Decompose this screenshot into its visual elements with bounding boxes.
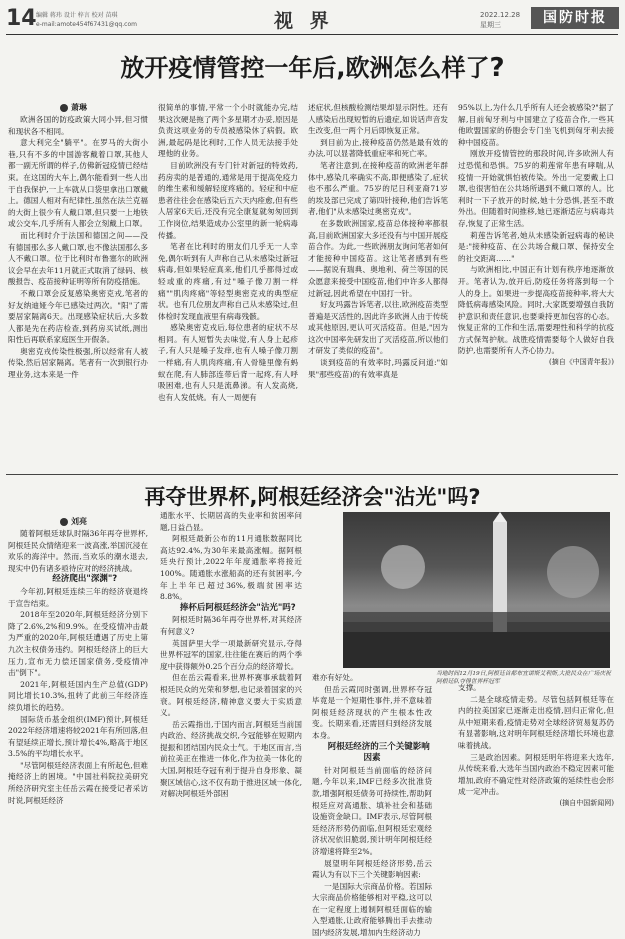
photo-graphic [343,512,610,668]
headline-argentina: 再夺世界杯,阿根廷经济会"沾光"吗? [144,485,481,509]
subheading: 捧杯后阿根廷经济会"沾光"吗? [179,602,296,613]
author-name: 刘亮 [71,517,87,526]
paragraph: 谈到疫苗的有效率时,玛露反问道:"如果"那些疫苗)的有效率真是 [308,358,448,379]
subheading: 经济爬出"深渊"? [52,574,118,585]
paragraph: 但在岳云霞看来,世界杯赛事承载着阿根廷民众的光荣和梦想,也记录着国家的兴衰。阿根廷经济,精神意义要大于实质意义。 [160,673,302,718]
headline-europe [0,48,625,83]
paragraph: 感染奥密克戎后,每位患者的症状不尽相同。有人短暂失去味觉,有人身上起疹子,有人只是嗓子发痒,也有人嗓子像刀割一样痛,有人肌肉疼痛,有人骨缝里像有蚂蚁在爬,有人肺部连带后背一起疼,有人呼吸困难,也有人只是流鼻涕。有人发高烧,也有人发低烧。有人一周便有 [158,323,298,402]
paragraph: 支撑。 [458,683,481,692]
paragraph: 国际货币基金组织(IMF)预计,阿根廷2022年经济增速将较2021年有所回落,但有望延续正增长,预计增长4%,略高于地区3.5%的平均增长水平。 [8,714,148,759]
paragraph: 针对阿根廷当前面临的经济问题,今年以来,IMF已经多次批准贷款,增强阿根廷债务可持续性,帮助阿根廷应对高通胀、填补社会和基础设施资金缺口。IMF表示,尽管阿根廷经济形势仍面临,但阿根廷宏观经济状况依旧脆弱,预计明年阿根廷经济增速将降至2%。 [312,765,432,856]
paragraph: 阿根廷时隔36年再夺世界杯,对其经济有何意义? [160,615,302,636]
paragraph: 意大利完全"躺平"。在罗马的大街小巷,只有不多的中国游客戴着口罩,其他人都一副无所谓的样子,仿佛新冠疫情已经结束。在这国的大车上,偶尔能看到一些人出于自我保护,一上车就从口袋里拿出口罩戴上。德国人相对有纪律性,虽然在法兰克福的大街上很少有人戴口罩,但只要一上地铁或公交车,几乎所有人都会立刻戴上口罩。 [8,138,148,229]
spacer2 [312,510,340,511]
paragraph: 到目前为止,接种疫苗仍然是最有效的办法,可以显著降低重症率和死亡率。 [308,137,448,159]
editor-line: 编辑 蒋玮 设计 梓言 校对 苗琪 [36,12,118,19]
article2-col4 [458,682,614,858]
article2-col1 [8,528,148,858]
paragraph: 2021年,阿根廷国内生产总值(GDP)同比增长10.3%,扭转了此前三年经济连续负增长的趋势。 [8,679,148,712]
paragraph: 目前欧洲没有专门针对新冠的特效药,药房卖的是普通的,通常是用于提高免疫力的维生素和缓解轻度疼痛的。轻症和中症患者往往会在感染后五六天内痊愈,但有些人居家6天后,还没有完全康复就匆匆回到工作岗位,结果造成办公室里的新一轮病毒传播。 [158,160,298,240]
staff-credits [36,11,137,29]
page-header [6,4,618,35]
paragraph: 95%以上,为什么几乎所有人还会被感染?"据了解,目前匈牙利与中国建立了疫苗合作,一些其他欧盟国家的侨胞会专门坐飞机到匈牙利去接种中国疫苗。 [458,103,614,147]
article1-col2 [158,102,298,470]
paragraph: 岳云霞指出,于国内而言,阿根廷当前国内政治、经济挑战交织,今冠能够在短期内提振和团结国内民众士气。于地区而言,当前拉美正在推进一体化,作为拉美一体化的大国,阿根廷夺冠有利于提升自身形象、凝聚区域信心,这不仅有助于推进区域一体化,对解决阿根廷外部困 [160,719,302,799]
paragraph: 英国萨里大学一项最新研究显示,夺得世界杯冠军的国家,往往能在赛后的两个季度中获得额外0.25个百分点的经济增长。 [160,638,302,671]
paragraph: 述症状,但核酸检测结果却显示阴性。还有人感染后出现短暂的后遗症,如说话声音发生改变,但一两个月后即恢复正常。 [308,103,448,136]
paragraph: 欧洲各国的防疫政策大同小异,但习惯和现状各不相同。 [8,115,148,136]
byline-2 [60,516,87,527]
paragraph: 但岳云霞同时强调,世界杯夺冠毕竟是一个短期性事件,并不意味着阿根廷经济现状的产生根本性改变。长期来看,还需回归到经济发展本身。 [312,684,432,740]
article1-credit: (摘自《中国青年报》) [549,358,614,367]
paragraph: 今年初,阿根廷连续三年的经济衰退终于宣告结束。 [8,586,148,608]
newspaper-logo: 国防时报 [531,7,619,29]
article2-credit: (摘自中国新闻网) [559,798,614,807]
paragraph: 在多数欧洲国家,疫苗总体接种率都很高,目前欧洲国家大多还没有与中国开展疫苗合作。为此,一些欧洲朋友询问笔者如何才能接种中国疫苗。这让笔者感到有些——据说有瑞典、奥地利、荷兰等国的民众愿意来接受中国疫苗,他们中许多人都得过新冠,因此希望在中国打一针。 [308,218,448,298]
date-text: 2022.12.28 [480,11,521,19]
issue-date [480,10,520,30]
page-number: 14 [6,6,37,31]
headline-qmark: ? [489,53,505,83]
paragraph: 好友玛露告诉笔者,以往,欧洲疫苗类型普遍是灭活性的,因此许多欧洲人由于传统或其他原因,更认可灭活疫苗。但是,"因为这次中国率先研发出了灭活疫苗,所以他们才研发了类似的疫苗"。 [308,300,448,356]
celebration-photo [343,512,610,668]
article1-col1 [8,114,148,470]
paragraph: 展望明年阿根廷经济形势,岳云霞认为有以下三个关键影响因素: [312,858,432,880]
paragraph: "尽管阿根廷经济表面上有所起色,但难掩经济上的困境。"中国社科院拉美研究所经济研究室主任岳云霞在接受记者采访时说,阿根廷经济 [8,760,148,805]
headline-text: 放开疫情管控一年后,欧洲怎么样了 [120,54,490,82]
article1-col3 [308,102,448,470]
paragraph: 笔者在比利时的朋友们几乎无一人幸免,偶尔听到有人声称自己从未感染过新冠病毒,但如果轻症真来,他们几乎都得过或轻或重的疼痛,有过"嗓子像刀割一样痛""肌肉疼痛"等轻型奥密克戎的典型症状。也有几位朋友声称自己从未感染过,但体检时发现血液里有病毒残骸。 [158,242,298,321]
subheading: 阿根廷经济的三个关键影响因素 [327,741,430,764]
paragraph: 难亦有好处。 [312,673,358,682]
paragraph: 刚放开疫情管控的那段时间,许多欧洲人有过恐慌和恐惧。75岁的莉莲常年患有哮喘,从疫情一开始就惧怕被传染。外出一定要戴上口罩,也很害怕在公共场所遇到不戴口罩的人。比利时一下子放开的时候,她十分恐惧,甚至不敢外出。但随着时间推移,她已逐渐适应与病毒共存,恢复了正常生活。 [458,149,614,228]
paragraph: 不戴口罩会反复感染奥密克戎,笔者的好友纳迪娅今年已感染过两次。"阳"了需要居家隔离6天。出现感染症状后,大多数人都是先在药店检查,到药房买试纸,测出阳性后再联系家庭医生开假条。 [8,288,148,345]
author-name: 萧琳 [71,103,87,112]
article2-col2 [160,510,302,858]
weekday-text: 星期三 [480,21,501,29]
photo-caption: 当地时间12月19日,阿根廷首都布宜诺斯艾利斯,大批民众在广场庆祝阿根廷队夺得世界杯冠军 [436,671,611,685]
paragraph: 阿根廷最新公布的11月通胀数据同比高达92.4%,为30年来最高涨幅。据阿根廷央行预计,2022年年度通胀率将接近100%。随通胀水涨船高的还有贫困率,今年上半年已超过36%,极端贫困率达8.8%。 [160,534,302,602]
email-line: e-mail:amote454f67431@qq.com [36,21,137,28]
paragraph: 莉莲告诉笔者,她从未感染新冠病毒的秘诀是:"接种疫苗、在公共场合戴口罩、保持安全的社交距离……" [458,230,614,263]
paragraph: 随着阿根廷球队时隔36年再夺世界杯,阿根廷民众情绪迎来一波高涨,举国沉浸在欢乐的海洋中。然而,当欢乐的潮水退去,现实中仍有诸多亟待应对的经济挑战。 [8,529,148,573]
paragraph: 一是国际大宗商品价格。若国际大宗商品价格能够相对平稳,这可以在一定程度上遏制阿根廷面临的输入型通胀,让政府能够腾出手去推动国内经济发展,增加内生经济动力 [312,881,432,938]
byline-icon [60,104,68,112]
section-title: 视 界 [274,10,334,32]
paragraph: 2018年至2020年,阿根廷经济分别下降了2.6%,2%和9.9%。在受疫情冲击最为严重的2020年,阿根廷遭遇了历史上第九次主权债务违约。阿根廷经济上的巨大压力,宣布无力偿还国家债务,受疫情冲击"倒下"。 [8,610,148,678]
paragraph: 三是政治因素。阿根廷明年将迎来大选年,从传统来看,大选年当国内政治不稳定因素可能增加,政府不确定性对经济政策的延续性也会形成一定冲击。 [458,752,614,797]
byline-icon [60,518,68,526]
paragraph: 笔者注意到,在接种疫苗的欧洲老年群体中,感染几率确实不高,即便感染了,症状也不那么严重。75岁的尼日利亚裔71岁的埃及部已完成了第四针接种,他们告诉笔者,他们"从未感染过奥密克戎"。 [308,160,448,217]
paragraph: 奥密克戎传染性极强,所以经常有人被传染,然后居家隔离。笔者有一次到银行办理业务,这本来是一件 [8,346,148,380]
paragraph: 与欧洲相比,中国正有计划有秩序地逐渐放开。笔者认为,放开后,防疫任务将落到每一个人的身上。如果进一步提高疫苗接种率,将大大降低病毒感染风险。同时,大家既要增强自我防护意识和责任意识,也要秉持更加包容的心态。恢复正常的工作和生活,需要理性和科学的抗疫方式保驾护航。战胜疫情需要每个人做好自我防护,也需要所有人齐心协力。 [458,265,614,356]
paragraph: 二是全球疫情走势。尽管包括阿根廷等在内的拉美国家已逐渐走出疫情,回归正常化,但从中短期来看,疫情走势对全球经济贸易复苏仍有显著影响,这对明年阿根廷经济增长环境也意味着挑战。 [458,694,614,750]
paragraph: 而比利时介于法国和德国之间——没有德国那么多人戴口罩,也不像法国那么多人不戴口罩。位于比利时布鲁塞尔的欧洲议会早在去年11月就正式取消了绿码、核酸报告、疫苗接种证明等所有防疫措施。 [8,230,148,287]
article2-col3 [312,672,432,938]
paragraph: 通胀水平、长期居高的失业率和贫困率问题,日益凸显。 [160,511,302,532]
paragraph: 很简单的事情,平常一个小时就能办完,结果这次硬是拖了两个多星期才办妥,原因是负责这项业务的专员被感染休了病假。欧洲,最起码是比利时,工作人员无法接手处理他的业务。 [158,103,298,159]
article-divider [6,474,618,475]
byline-1 [60,102,87,113]
article1-col4 [458,102,614,470]
